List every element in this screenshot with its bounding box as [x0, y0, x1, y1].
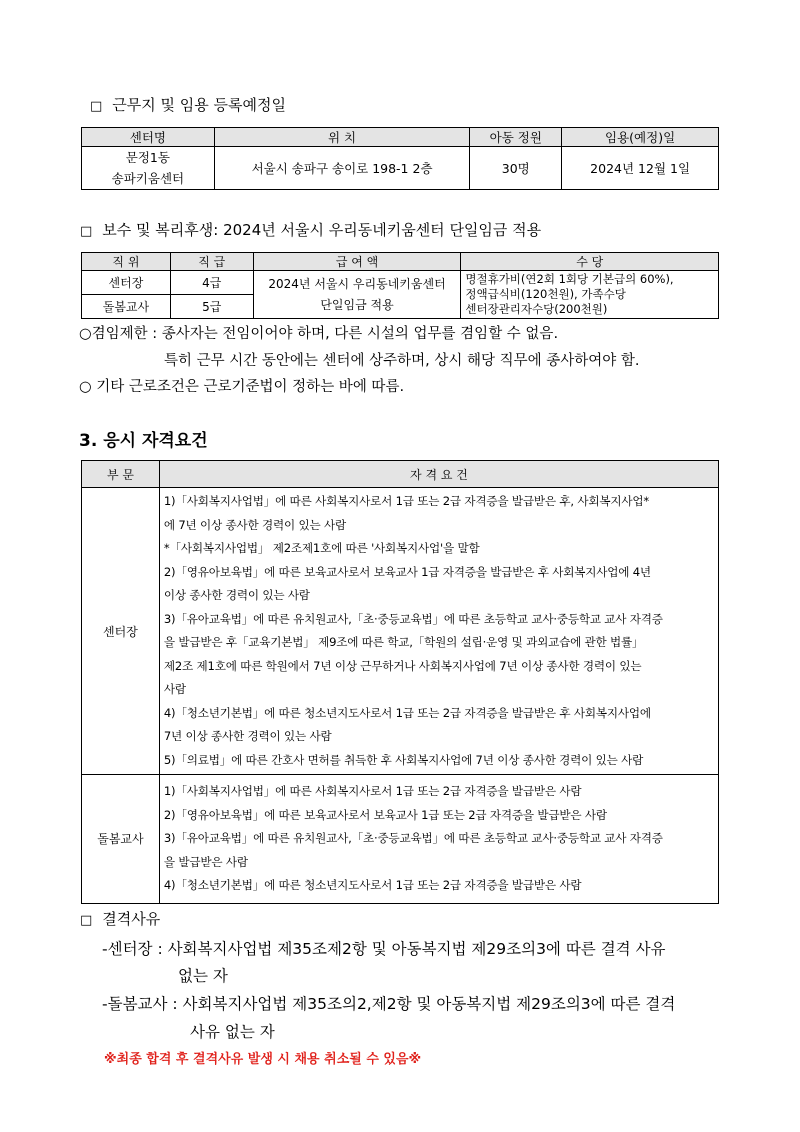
allowance-line1: 명절휴가비(연2회 1회당 기본급의 60%),	[465, 272, 674, 286]
capacity-cell: 30명	[470, 147, 562, 190]
requirement-line: 3)「유아교육법」에 따른 유치원교사,「초·중등교육법」에 따른 초등학교 교사·중등학교 교사 자격증	[163, 831, 663, 845]
disqualification-title: 결격사유	[102, 910, 161, 928]
requirement-line: 2)「영유아보육법」에 따른 보육교사로서 보육교사 1급 또는 2급 자격증을 발급받은 사람	[163, 807, 607, 822]
teacher-requirements	[159, 775, 718, 904]
qualification-section-title: 3. 응시 자격요건	[79, 431, 208, 451]
dual-employment-note: ○겸임제한 : 종사자는 전임이어야 하며, 다른 시설의 업무를 겸임할 수 없음.	[79, 326, 559, 342]
requirement-line: 2)「영유아보육법」에 따른 보육교사로서 보육교사 1급 자격증을 발급받은 후 사회복지사업에 4년	[163, 564, 651, 579]
qualification-table	[81, 460, 719, 904]
salary-cell	[253, 271, 461, 319]
header-position: 직 위	[82, 253, 171, 271]
requirement-line: 에 7년 이상 종사한 경력이 있는 사람	[163, 517, 346, 532]
requirement-line: 5)「의료법」에 따른 간호사 면허를 취득한 후 사회복지사업에 7년 이상 종사한 경력이 있는 사람	[163, 752, 644, 767]
table-header-row	[82, 461, 719, 488]
division-director: 센터장	[82, 488, 160, 775]
requirement-line: 을 발급받은 사람	[163, 854, 248, 869]
table-header-row	[82, 128, 719, 147]
grade-cell: 4급	[170, 271, 253, 295]
requirement-line: 사람	[163, 682, 186, 696]
date-cell: 2024년 12월 1일	[562, 147, 719, 190]
table-row	[82, 147, 719, 190]
other-conditions-note: ○ 기타 근로조건은 근로기준법이 정하는 바에 따름.	[79, 379, 405, 395]
table-row	[82, 775, 719, 904]
requirement-line: 3)「유아교육법」에 따른 유치원교사,「초·중등교육법」에 따른 초등학교 교사·중등학교 교사 자격증	[163, 611, 663, 626]
requirement-line: 제2조 제1호에 따른 학원에서 7년 이상 근무하거나 사회복지사업에 7년 이상 종사한 경력이 있는	[163, 658, 642, 673]
checkbox-bullet: □	[80, 224, 93, 239]
salary-line1: 2024년 서울시 우리동네키움센터	[268, 276, 446, 291]
header-center: 센터명	[82, 128, 215, 147]
requirement-line: *「사회복지사업법」 제2조제1호에 따른 '사회복지사업'을 말함	[163, 541, 480, 555]
table-row	[82, 271, 719, 295]
disqualification-heading	[80, 908, 160, 929]
position-cell: 센터장	[82, 271, 171, 295]
checkbox-bullet: □	[90, 99, 103, 114]
checkbox-bullet: □	[80, 913, 93, 928]
requirement-line: 4)「청소년기본법」에 따른 청소년지도사로서 1급 또는 2급 자격증을 발급받은 후 사회복지사업에	[163, 705, 651, 720]
header-location: 위 치	[214, 128, 470, 147]
allowance-line2: 정액급식비(120천원), 가족수당	[465, 287, 626, 301]
header-salary: 급 여 액	[253, 253, 461, 271]
location-cell: 서울시 송파구 송이로 198-1 2층	[214, 147, 470, 190]
grade-cell: 5급	[170, 295, 253, 319]
header-date: 임용(예정)일	[562, 128, 719, 147]
teacher-disqualification: -돌봄교사 : 사회복지사업법 제35조의2,제2항 및 아동복지법 제29조의3에 따른 결격	[102, 995, 676, 1013]
workplace-heading	[90, 94, 286, 115]
teacher-disqualification-continued: 사유 없는 자	[190, 1023, 275, 1041]
header-capacity: 아동 정원	[470, 128, 562, 147]
requirement-line: 을 발급받은 후「교육기본법」 제9조에 따른 학교,「학원의 설립·운영 및 과외교습에 관한 법률」	[163, 635, 644, 649]
requirement-line: 1)「사회복지사업법」에 따른 사회복지사로서 1급 또는 2급 자격증을 발급받은 후, 사회복지사업*	[163, 494, 649, 508]
workplace-title: 근무지 및 임용 등록예정일	[112, 96, 286, 114]
pay-table	[81, 252, 719, 319]
center-name-line1: 문정1동	[125, 150, 170, 165]
table-header-row	[82, 253, 719, 271]
division-teacher: 돌봄교사	[82, 775, 160, 904]
workplace-table	[81, 127, 719, 190]
header-allowance: 수 당	[461, 253, 719, 271]
pay-heading	[80, 219, 541, 240]
center-name-cell	[82, 147, 215, 190]
salary-line2: 단일임금 적용	[320, 297, 394, 312]
table-row	[82, 488, 719, 775]
allowance-cell	[461, 271, 719, 319]
center-name-line2: 송파키움센터	[111, 171, 185, 186]
allowance-line3: 센터장관리자수당(200천원)	[465, 302, 608, 316]
header-requirements: 자 격 요 건	[159, 461, 718, 488]
pay-title: 보수 및 복리후생: 2024년 서울시 우리동네키움센터 단일임금 적용	[102, 221, 542, 239]
cancellation-warning: ※최종 합격 후 결격사유 발생 시 채용 취소될 수 있음※	[104, 1052, 422, 1067]
requirement-line: 이상 종사한 경력이 있는 사람	[163, 588, 310, 602]
director-disqualification: -센터장 : 사회복지사업법 제35조제2항 및 아동복지법 제29조의3에 따른 결격 사유	[102, 940, 666, 958]
director-requirements	[159, 488, 718, 775]
header-division: 부 문	[82, 461, 160, 488]
requirement-line: 4)「청소년기본법」에 따른 청소년지도사로서 1급 또는 2급 자격증을 발급받은 사람	[163, 878, 582, 892]
director-disqualification-continued: 없는 자	[178, 967, 228, 985]
requirement-line: 1)「사회복지사업법」에 따른 사회복지사로서 1급 또는 2급 자격증을 발급받은 사람	[163, 784, 582, 798]
dual-employment-note-continued: 특히 근무 시간 동안에는 센터에 상주하며, 상시 해당 직무에 종사하여야 함.	[164, 353, 640, 369]
requirement-line: 7년 이상 종사한 경력이 있는 사람	[163, 729, 332, 743]
header-grade: 직 급	[170, 253, 253, 271]
position-cell: 돌봄교사	[82, 295, 171, 319]
